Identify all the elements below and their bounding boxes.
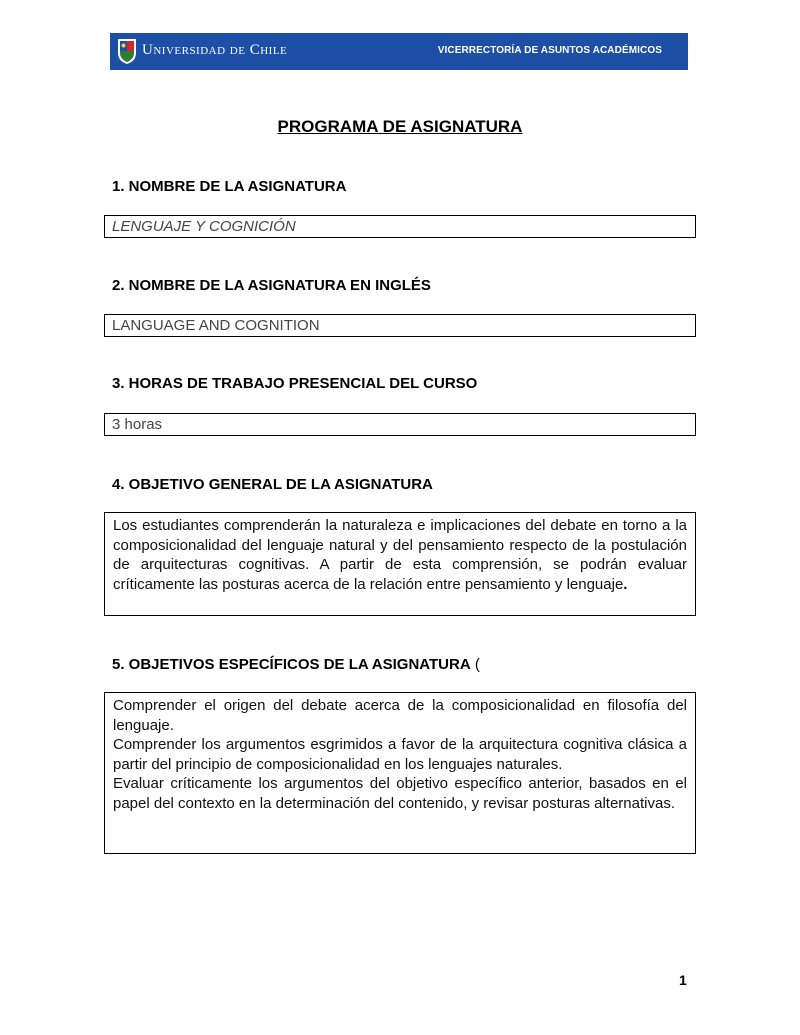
university-crest-icon	[117, 37, 137, 65]
course-name-english-field: LANGUAGE AND COGNITION	[104, 314, 696, 337]
section-4-heading: 4. OBJETIVO GENERAL DE LA ASIGNATURA	[112, 476, 433, 493]
university-name: Universidad de Chile	[142, 42, 288, 58]
header-banner	[110, 33, 688, 70]
specific-objectives-box	[104, 692, 696, 854]
page-number: 1	[679, 972, 687, 988]
section-3-heading: 3. HORAS DE TRABAJO PRESENCIAL DEL CURSO	[112, 375, 478, 392]
contact-hours-field: 3 horas	[104, 413, 696, 436]
general-objective-text: Los estudiantes comprenderán la naturaleza e implicaciones del debate en torno a la composicionalidad del lenguaje natural y del pensamiento respecto de la postulación de arquitecturas cognitivas. A partir de esta comprensión, se podrán evaluar críticamente las posturas acerca de la relación entre pensamiento y lenguaje.	[113, 517, 687, 593]
specific-objective-item: Evaluar críticamente los argumentos del objetivo específico anterior, basados en el papel del contexto en la determinación del contenido, y revisar posturas alternativas.	[113, 775, 687, 812]
general-objective-box	[104, 512, 696, 616]
specific-objective-item: Comprender los argumentos esgrimidos a favor de la arquitectura cognitiva clásica a partir del principio de composicionalidad en los lenguajes naturales.	[113, 736, 687, 773]
page-title: PROGRAMA DE ASIGNATURA	[277, 117, 523, 136]
section-2-heading: 2. NOMBRE DE LA ASIGNATURA EN INGLÉS	[112, 277, 431, 294]
section-5-heading: 5. OBJETIVOS ESPECÍFICOS DE LA ASIGNATURA (	[112, 656, 480, 673]
specific-objective-item: Comprender el origen del debate acerca de la composicionalidad en filosofía del lenguaje.	[113, 697, 687, 734]
department-name: VICERRECTORÍA DE ASUNTOS ACADÉMICOS	[437, 45, 662, 56]
section-1-heading: 1. NOMBRE DE LA ASIGNATURA	[112, 178, 347, 195]
course-name-field: LENGUAJE Y COGNICIÓN	[104, 215, 696, 238]
